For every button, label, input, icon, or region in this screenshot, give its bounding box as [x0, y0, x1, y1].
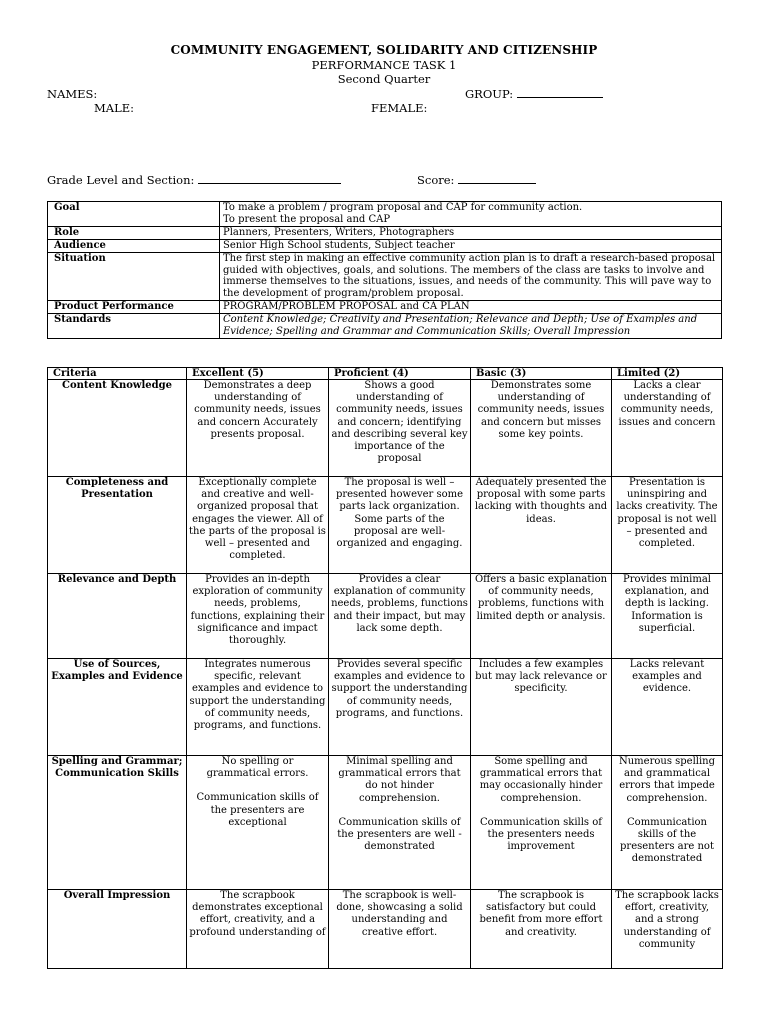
rubric-text: Communication skills of the presenters are well - demonstrated	[337, 816, 462, 853]
rubric-text: The scrapbook is well-done, showcasing a solid understanding and creative effort.	[336, 890, 463, 938]
rubric-cell	[612, 659, 723, 756]
header-limited: Limited (2)	[612, 368, 723, 380]
rubric-cell	[329, 380, 471, 477]
task-label: PERFORMANCE TASK 1	[311, 58, 457, 72]
female-label: FEMALE:	[371, 101, 428, 115]
group-label: GROUP:	[465, 87, 514, 101]
rubric-cell	[612, 756, 723, 890]
info-line: Content Knowledge; Creativity and Presentation; Relevance and Depth; Use of Examples and Evidence; Spelling and Grammar and Communication Skills; Overall Impression	[223, 314, 698, 338]
rubric-text: Adequately presented the proposal with some parts lacking with thoughts and ideas.	[474, 477, 608, 525]
rubric-cell	[471, 380, 612, 477]
rubric-text: Offers a basic explanation of community needs, problems, functions with limited depth or analysis.	[474, 574, 608, 622]
rubric-cell	[471, 659, 612, 756]
rubric-cell	[187, 659, 329, 756]
info-label: Product Performance	[48, 301, 220, 314]
rubric-text: Shows a good understanding of community needs, issues and concern; identifying and describing several key importance of the proposal	[331, 380, 468, 465]
info-label: Standards	[48, 314, 220, 339]
rubric-text: Numerous spelling and grammatical errors that impede comprehension.	[618, 756, 716, 804]
rubric-row	[48, 574, 723, 659]
rubric-text: Includes a few examples but may lack relevance or specificity.	[475, 659, 607, 695]
info-row	[48, 239, 722, 252]
rubric-cell	[329, 890, 471, 969]
rubric-text: Demonstrates some understanding of community needs, issues and concern but misses some key points.	[477, 380, 605, 440]
info-value	[220, 202, 722, 227]
rubric-text: Provides minimal explanation, and depth is lacking. Information is superficial.	[623, 574, 711, 634]
names-label: NAMES:	[47, 87, 98, 101]
info-row	[48, 202, 722, 227]
criteria-cell: Spelling and Grammar; Communication Skills	[48, 756, 187, 890]
rubric-cell	[612, 574, 723, 659]
info-value	[220, 252, 722, 301]
rubric-text: Communication skills of the presenters are not demonstrated	[620, 816, 714, 865]
paragraph-gap	[189, 780, 326, 792]
info-line: To present the proposal and CAP	[223, 213, 391, 225]
rubric-cell	[471, 756, 612, 890]
rubric-row	[48, 659, 723, 756]
header-criteria: Criteria	[48, 368, 187, 380]
grade-level-label: Grade Level and Section:	[47, 173, 195, 187]
score-label: Score:	[417, 173, 455, 187]
rubric-text: Provides a clear explanation of community needs, problems, functions and their impact, but may lack some depth.	[331, 574, 468, 634]
info-row	[48, 252, 722, 301]
rubric-cell	[612, 477, 723, 574]
rubric-text: Minimal spelling and grammatical errors that do not hinder comprehension.	[338, 756, 461, 804]
rubric-cell	[187, 477, 329, 574]
header-proficient: Proficient (4)	[329, 368, 471, 380]
info-line: To make a problem / program proposal and CAP for community action.	[223, 202, 583, 213]
rubric-text: Presentation is uninspiring and lacks creativity. The proposal is not well – presented and completed.	[616, 477, 718, 550]
header-excellent: Excellent (5)	[187, 368, 329, 380]
quarter-label: Second Quarter	[337, 72, 431, 86]
info-label: Goal	[48, 202, 220, 227]
task-info-table	[47, 201, 722, 339]
rubric-text: No spelling or grammatical errors.	[206, 756, 309, 780]
rubric-text: Communication skills of the presenters are exceptional	[196, 792, 319, 828]
rubric-text: The scrapbook lacks effort, creativity, and a strong understanding of community	[615, 890, 719, 950]
rubric-row	[48, 380, 723, 477]
rubric-cell	[471, 574, 612, 659]
paragraph-gap	[473, 805, 609, 817]
rubric-cell	[187, 574, 329, 659]
info-label: Audience	[48, 239, 220, 252]
rubric-cell	[329, 574, 471, 659]
criteria-cell: Completeness and Presentation	[48, 477, 187, 574]
rubric-row	[48, 756, 723, 890]
rubric-text: Lacks relevant examples and evidence.	[629, 659, 705, 695]
rubric-text: Provides an in-depth exploration of community needs, problems, functions, explaining their significance and impact thoroughly.	[190, 574, 325, 647]
info-value	[220, 301, 722, 314]
rubric-cell	[187, 756, 329, 890]
info-line: Senior High School students, Subject teacher	[223, 239, 455, 251]
rubric-text: Provides several specific examples and evidence to support the understanding of community needs, programs, and functions.	[331, 659, 468, 719]
group-blank[interactable]	[517, 87, 603, 98]
criteria-cell: Overall Impression	[48, 890, 187, 969]
score-field[interactable]	[417, 173, 536, 187]
info-line: The first step in making an effective community action plan is to draft a research-based proposal guided with objectives, goals, and solutions. The members of the class are tasks to involve and immerse themselves to the situations, issues, and needs of the community. This will pave way to the development of program/problem proposal.	[223, 252, 716, 300]
rubric-cell	[187, 380, 329, 477]
rubric-header-row	[48, 368, 723, 380]
info-line: PROGRAM/PROBLEM PROPOSAL and CA PLAN	[223, 301, 470, 313]
group-field[interactable]	[465, 87, 603, 101]
rubric-cell	[329, 477, 471, 574]
rubric-row	[48, 890, 723, 969]
rubric-cell	[471, 890, 612, 969]
criteria-cell: Use of Sources, Examples and Evidence	[48, 659, 187, 756]
rubric-text: Communication skills of the presenters needs improvement	[480, 816, 602, 853]
info-line: Planners, Presenters, Writers, Photographers	[223, 226, 455, 238]
info-row	[48, 314, 722, 339]
info-value	[220, 239, 722, 252]
grade-level-field[interactable]	[47, 173, 341, 187]
info-value	[220, 314, 722, 339]
info-label: Role	[48, 226, 220, 239]
rubric-text: Integrates numerous specific, relevant examples and evidence to support the understanding of community needs, programs, and functions.	[189, 659, 326, 732]
document-title: COMMUNITY ENGAGEMENT, SOLIDARITY AND CITIZENSHIP	[170, 43, 598, 57]
rubric-text: Demonstrates a deep understanding of community needs, issues and concern Accurately presents proposal.	[194, 380, 321, 440]
grade-level-blank[interactable]	[198, 173, 341, 184]
info-value	[220, 226, 722, 239]
rubric-text: Some spelling and grammatical errors that may occasionally hinder comprehension.	[479, 756, 603, 804]
rubric-cell	[329, 659, 471, 756]
rubric-table	[47, 367, 723, 969]
male-label: MALE:	[94, 101, 134, 115]
score-blank[interactable]	[458, 173, 536, 184]
info-row	[48, 301, 722, 314]
rubric-row	[48, 477, 723, 574]
rubric-cell	[612, 890, 723, 969]
rubric-cell	[187, 890, 329, 969]
rubric-text: The proposal is well – presented however some parts lack organization. Some parts of the proposal are well-organized and engaging.	[335, 477, 464, 550]
rubric-cell	[329, 756, 471, 890]
rubric-text: Exceptionally complete and creative and well-organized proposal that engages the viewer. All of the parts of the proposal is well – presented and completed.	[189, 477, 326, 562]
criteria-cell: Content Knowledge	[48, 380, 187, 477]
rubric-text: Lacks a clear understanding of community needs, issues and concern	[618, 380, 716, 428]
rubric-cell	[471, 477, 612, 574]
rubric-cell	[612, 380, 723, 477]
rubric-text: The scrapbook is satisfactory but could benefit from more effort and creativity.	[479, 890, 603, 938]
info-row	[48, 226, 722, 239]
paragraph-gap	[331, 805, 468, 817]
criteria-cell: Relevance and Depth	[48, 574, 187, 659]
paragraph-gap	[614, 805, 720, 817]
info-label: Situation	[48, 252, 220, 301]
rubric-text: The scrapbook demonstrates exceptional effort, creativity, and a profound understanding of	[189, 890, 326, 938]
header-basic: Basic (3)	[471, 368, 612, 380]
